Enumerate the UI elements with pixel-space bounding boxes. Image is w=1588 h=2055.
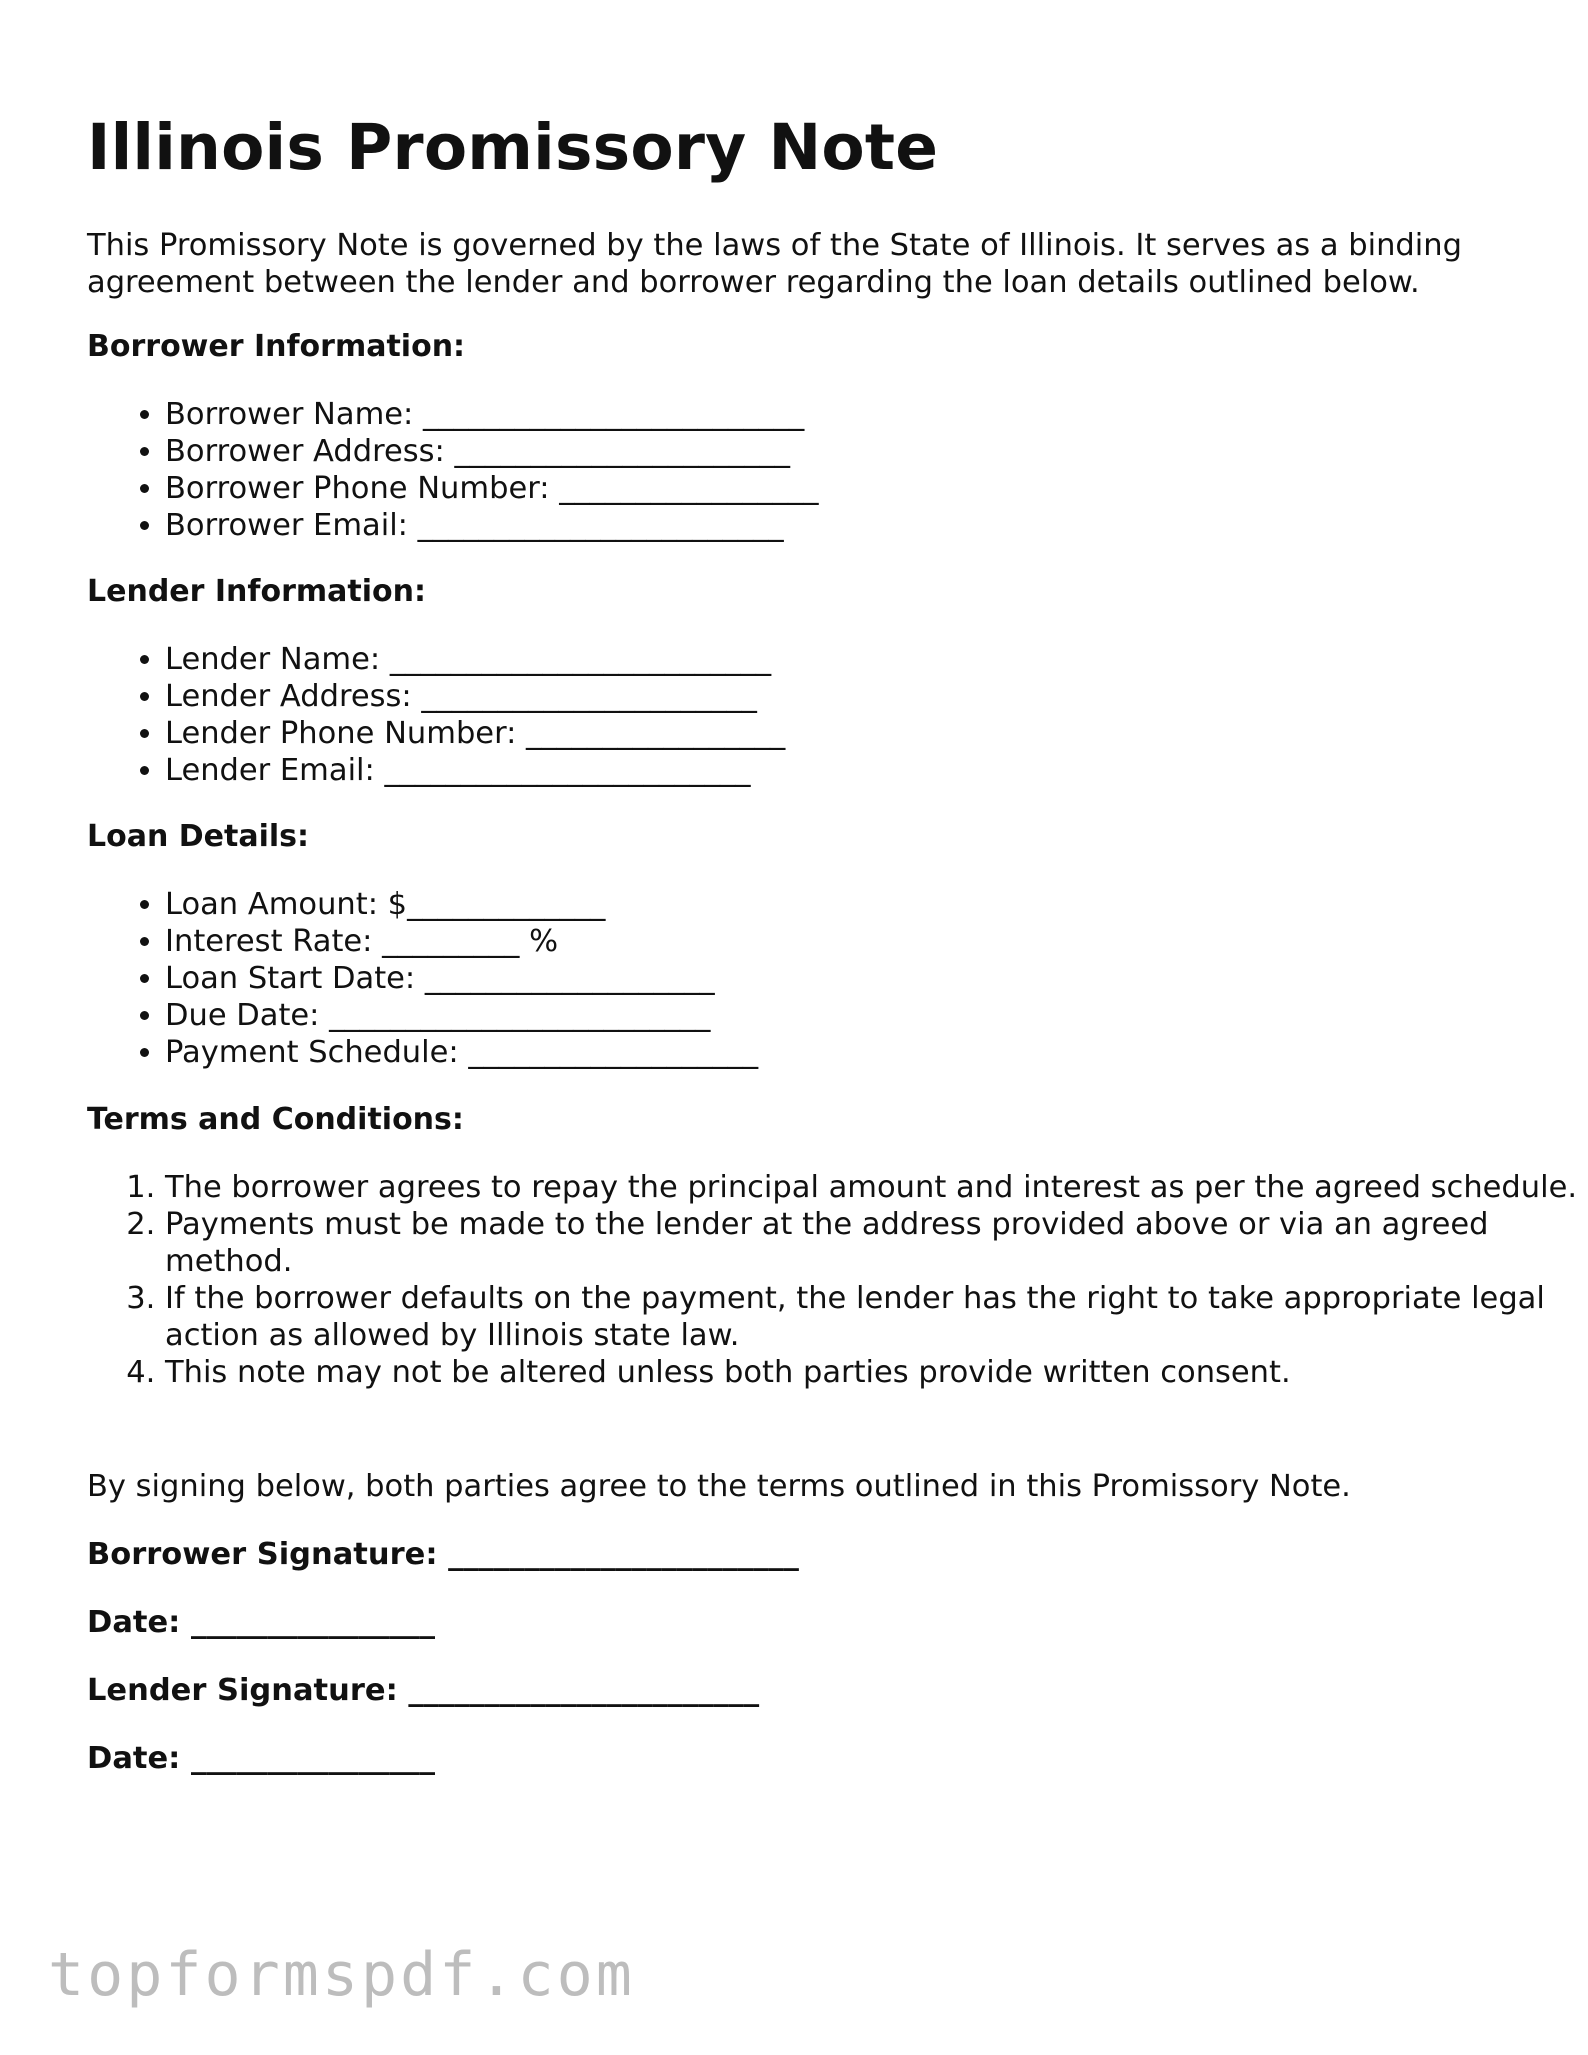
- borrower-signature-field[interactable]: Borrower Signature: _______________________: [87, 1537, 799, 1572]
- loan-heading: Loan Details:: [87, 819, 310, 854]
- loan-start-date-field[interactable]: • Loan Start Date: ___________________: [165, 960, 758, 997]
- intro-paragraph: This Promissory Note is governed by the laws of the State of Illinois. It serves as a binding agreement between the lender and borrower regarding the loan details outlined below.: [87, 228, 1462, 300]
- agreement-statement: By signing below, both parties agree to the terms outlined in this Promissory Note.: [87, 1469, 1351, 1504]
- term-item: 1. The borrower agrees to repay the principal amount and interest as per the agreed schedule.: [165, 1169, 1585, 1206]
- term-item: 3. If the borrower defaults on the payment, the lender has the right to take appropriate legal action as allowed by Illinois state law.: [165, 1280, 1585, 1354]
- term-item: 4. This note may not be altered unless both parties provide written consent.: [165, 1354, 1585, 1391]
- borrower-address-field[interactable]: • Borrower Address: ______________________: [165, 433, 818, 470]
- lender-date-field[interactable]: Date: ________________: [87, 1741, 435, 1776]
- watermark: topformspdf.com: [48, 1940, 635, 2010]
- lender-address-field[interactable]: • Lender Address: ______________________: [165, 678, 785, 715]
- term-item: 2. Payments must be made to the lender at the address provided above or via an agreed method.: [165, 1206, 1585, 1280]
- borrower-phone-field[interactable]: • Borrower Phone Number: _________________: [165, 470, 818, 507]
- due-date-field[interactable]: • Due Date: _________________________: [165, 997, 758, 1034]
- terms-heading: Terms and Conditions:: [87, 1102, 464, 1137]
- borrower-heading: Borrower Information:: [87, 329, 466, 364]
- payment-schedule-field[interactable]: • Payment Schedule: ___________________: [165, 1034, 758, 1071]
- lender-email-field[interactable]: • Lender Email: ________________________: [165, 752, 785, 789]
- loan-amount-field[interactable]: • Loan Amount: $_____________: [165, 886, 758, 923]
- borrower-name-field[interactable]: • Borrower Name: _________________________: [165, 396, 818, 433]
- borrower-date-field[interactable]: Date: ________________: [87, 1605, 435, 1640]
- lender-name-field[interactable]: • Lender Name: _________________________: [165, 641, 785, 678]
- lender-signature-field[interactable]: Lender Signature: _______________________: [87, 1673, 760, 1708]
- lender-list: [87, 641, 785, 789]
- borrower-email-field[interactable]: • Borrower Email: ________________________: [165, 507, 818, 544]
- lender-phone-field[interactable]: • Lender Phone Number: _________________: [165, 715, 785, 752]
- terms-list: [87, 1169, 1585, 1391]
- interest-rate-field[interactable]: • Interest Rate: _________ %: [165, 923, 758, 960]
- lender-heading: Lender Information:: [87, 574, 426, 609]
- page-title: Illinois Promissory Note: [87, 111, 939, 184]
- borrower-list: [87, 396, 818, 544]
- loan-list: [87, 886, 758, 1071]
